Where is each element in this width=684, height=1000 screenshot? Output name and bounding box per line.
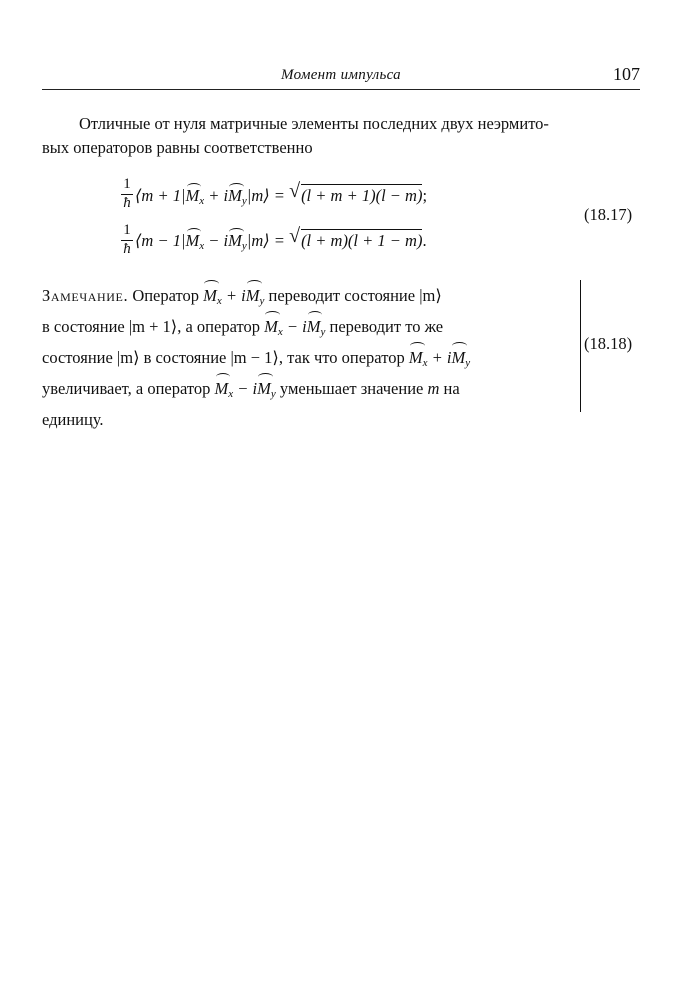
intro-line-1: Отличные от нуля матричные элементы последних двух неэрмито-: [79, 114, 549, 133]
remark-text: уменьшает значение: [275, 379, 428, 398]
subscript-y: y: [270, 388, 276, 400]
operator-m-hat: M: [264, 314, 278, 340]
subscript-x: x: [216, 295, 222, 307]
fraction-numerator: 1: [121, 176, 133, 195]
fraction-denominator: ħ: [123, 241, 131, 257]
operator-m-hat: M: [203, 283, 217, 309]
page-number: 107: [613, 64, 640, 84]
remark-text: Оператор: [128, 286, 204, 305]
variable-m: m: [427, 379, 440, 398]
remark-heading: Замечание.: [42, 286, 129, 305]
equation-number-18-18: (18.18): [584, 334, 633, 353]
subscript-x: x: [228, 388, 234, 400]
remark-paragraph: [42, 283, 572, 433]
operator-m-hat: M: [185, 186, 200, 205]
subscript-x: x: [199, 195, 205, 207]
remark-text: состояние |m⟩ в состояние |m − 1⟩, так что оператор: [42, 348, 409, 367]
operator-m-hat: M: [215, 376, 229, 402]
subscript-y: y: [320, 326, 326, 338]
intro-line-2: вых операторов равны соответственно: [42, 138, 313, 157]
operator-m-hat: M: [307, 314, 321, 340]
ket: |m⟩ =: [246, 186, 290, 205]
remark-text: увеличивает, а оператор: [42, 379, 215, 398]
remark-line-1: [42, 283, 572, 314]
fraction-one-over-hbar: [121, 176, 133, 212]
operator-join: + i: [221, 286, 246, 305]
equation-tail: ;: [422, 186, 428, 205]
remark-text: переводит то же: [325, 317, 444, 336]
ket: |m⟩ =: [246, 231, 290, 250]
bra: ⟨m − 1|: [135, 231, 186, 250]
subscript-x: x: [422, 357, 428, 369]
bra: ⟨m + 1|: [135, 186, 186, 205]
intro-paragraph: [42, 112, 640, 160]
remark-line-3: [42, 345, 572, 376]
square-root: [289, 225, 423, 251]
operator-join: − i: [282, 317, 307, 336]
remark-bracket-line: [580, 280, 581, 412]
equation-expression: [135, 225, 427, 252]
equation-tail: .: [422, 231, 427, 250]
radicand: (l + m)(l + 1 − m): [301, 231, 423, 250]
operator-join: + i: [204, 186, 229, 205]
operator-join: − i: [204, 231, 229, 250]
operator-m-hat: M: [257, 376, 271, 402]
fraction-denominator: ħ: [123, 195, 131, 211]
subscript-x: x: [199, 240, 205, 252]
operator-m-hat: M: [228, 186, 242, 205]
operator-m-hat: M: [451, 345, 465, 371]
remark-text: в состояние |m + 1⟩, а оператор: [42, 317, 265, 336]
operator-m-hat: M: [185, 231, 200, 250]
remark-text: переводит состояние |m⟩: [264, 286, 442, 305]
remark-line-2: [42, 314, 572, 345]
running-head: [42, 63, 640, 90]
operator-m-hat: M: [246, 283, 260, 309]
radical-sign: √: [289, 180, 301, 202]
fraction-numerator: 1: [121, 222, 133, 241]
operator-m-hat: M: [409, 345, 423, 371]
subscript-y: y: [241, 195, 247, 207]
operator-m-hat: M: [228, 231, 242, 250]
radicand: (l + m + 1)(l − m): [301, 186, 423, 205]
equation-expression: [135, 180, 428, 207]
equation-number-18-17: (18.17): [584, 205, 633, 224]
remark-text: на: [439, 379, 460, 398]
subscript-x: x: [277, 326, 283, 338]
subscript-y: y: [259, 295, 265, 307]
running-head-title: Момент импульса: [281, 67, 401, 83]
radical-sign: √: [289, 225, 301, 247]
remark-line-4: [42, 376, 572, 407]
fraction-one-over-hbar: [121, 222, 133, 258]
subscript-y: y: [241, 240, 247, 252]
remark-line-5: единицу.: [42, 410, 104, 429]
square-root: [289, 180, 423, 206]
subscript-y: y: [465, 357, 471, 369]
operator-join: + i: [427, 348, 452, 367]
operator-join: − i: [233, 379, 258, 398]
